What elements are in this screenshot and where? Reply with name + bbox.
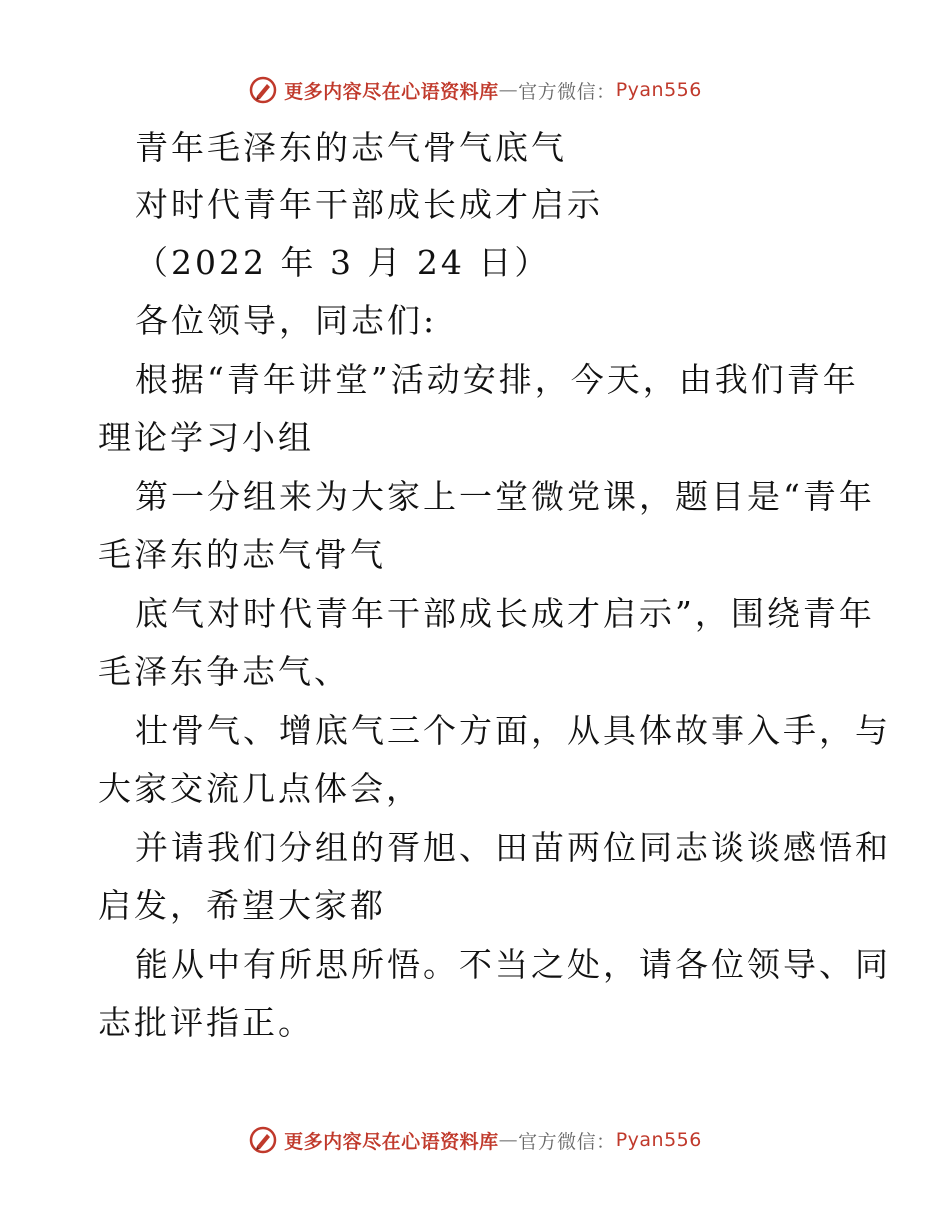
doc-line: 能从中有所思所悟。不当之处，请各位领导、同 [135, 945, 891, 984]
doc-line: 第一分组来为大家上一堂微党课，题目是“青年 [135, 477, 875, 516]
doc-greeting: 各位领导，同志们: [135, 301, 438, 340]
doc-line: 毛泽东的志气骨气 [98, 535, 386, 574]
watermark-main-text: 更多内容尽在心语资料库 [284, 1130, 499, 1153]
watermark-separator: — [498, 1129, 519, 1151]
doc-title-line-1: 青年毛泽东的志气骨气底气 [135, 128, 567, 167]
doc-title-line-2: 对时代青年干部成长成才启示 [135, 185, 603, 224]
watermark-wechat-id: Pyan556 [615, 79, 702, 101]
doc-line: 毛泽东争志气、 [98, 652, 350, 691]
doc-line: 启发，希望大家都 [98, 886, 386, 925]
watermark-wechat-id: Pyan556 [615, 1129, 702, 1151]
doc-line: 根据“青年讲堂”活动安排，今天，由我们青年 [135, 360, 859, 399]
doc-line: 志批评指正。 [98, 1003, 314, 1042]
footer-watermark [0, 1123, 950, 1157]
doc-line: 并请我们分组的胥旭、田苗两位同志谈谈感悟和 [135, 828, 891, 867]
watermark-wechat-label: 官方微信： [518, 80, 616, 103]
doc-date: （2022 年 3 月 24 日） [135, 243, 551, 282]
doc-line: 理论学习小组 [98, 418, 314, 457]
pen-circle-icon [248, 75, 278, 105]
watermark-main-text: 更多内容尽在心语资料库 [284, 80, 499, 103]
doc-line: 壮骨气、增底气三个方面，从具体故事入手，与 [135, 711, 891, 750]
doc-line: 底气对时代青年干部成长成才启示”，围绕青年 [135, 594, 875, 633]
pen-circle-icon [248, 1125, 278, 1155]
watermark-wechat-label: 官方微信： [518, 1130, 616, 1153]
header-watermark [0, 73, 950, 107]
doc-line: 大家交流几点体会， [98, 769, 422, 808]
watermark-separator: — [498, 79, 519, 101]
